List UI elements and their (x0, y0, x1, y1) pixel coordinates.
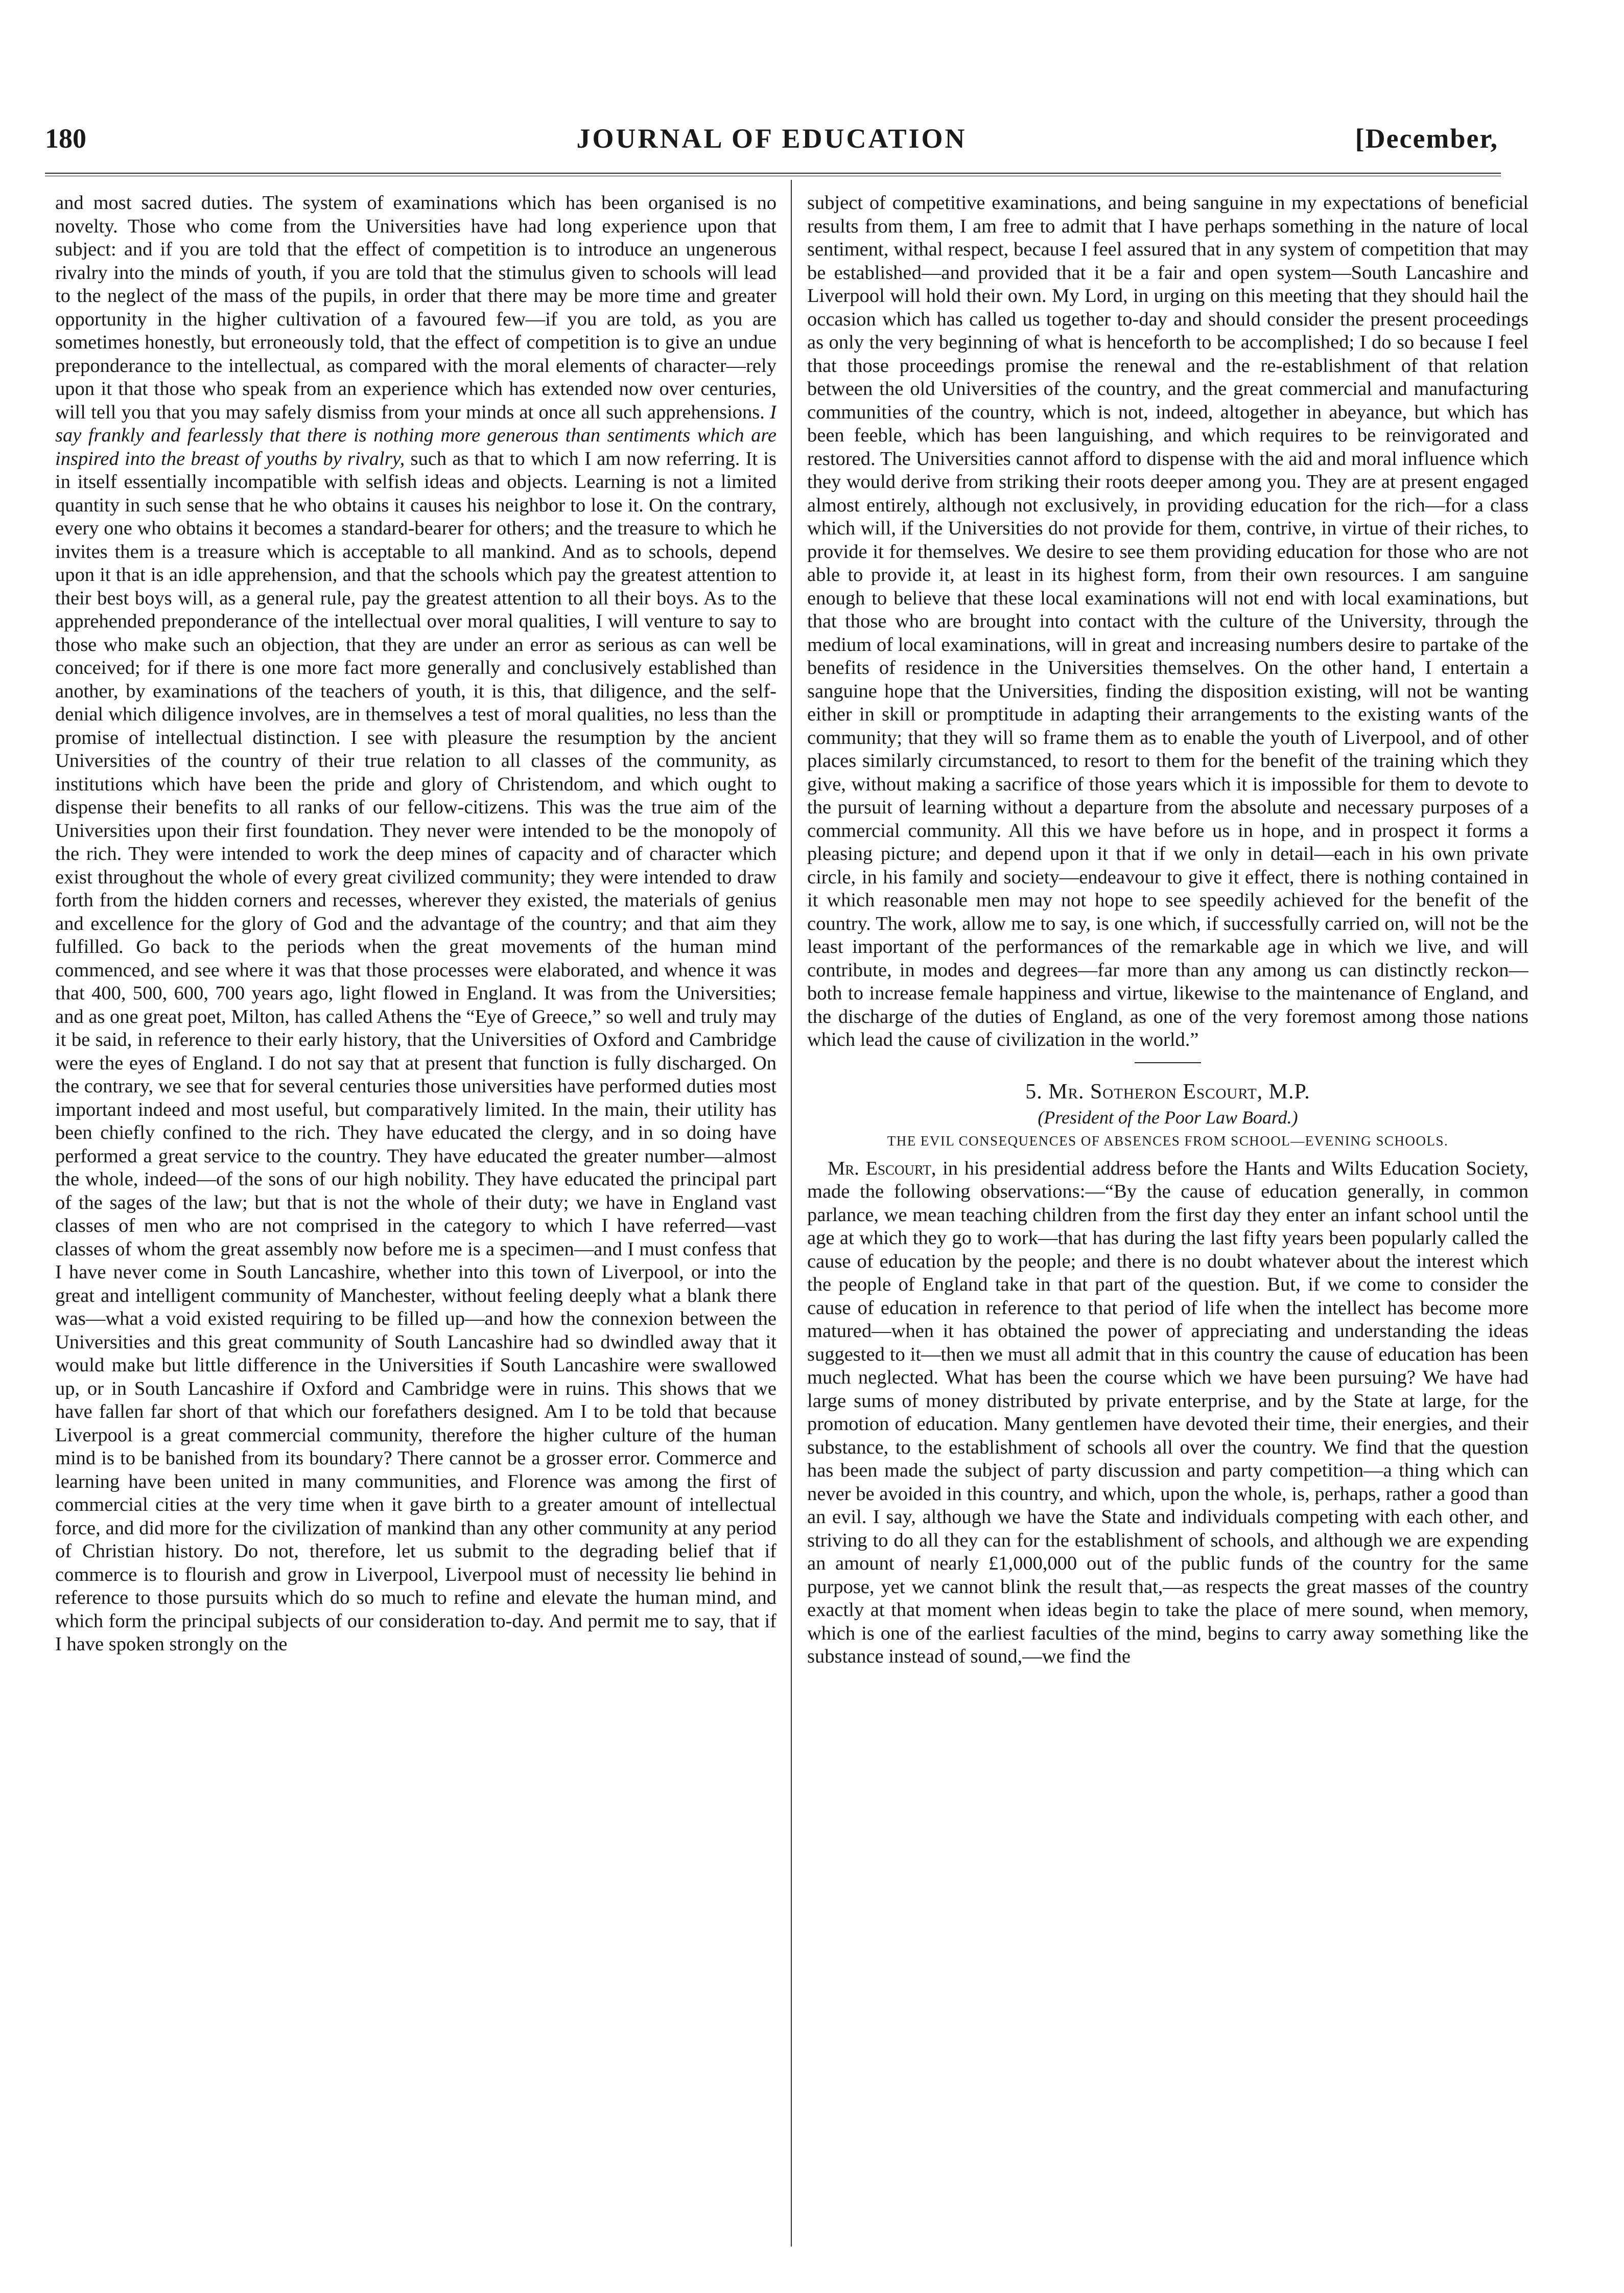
paragraph-text-continued: such as that to which I am now referring. It is in itself essentially incompatible with selfish ideas and objects. Learning is not a limited quantity in such sense that he who obtains it causes his neighbor to lose it. On the contrary, every one who obtains it becomes a standard-bearer for others; and the treasure to which he invites them is a treasure which is acceptable to all mankind. And as to schools, depend upon it that is an idle apprehension, and that the schools which pay the greatest attention to their best boys will, as a general rule, pay the greatest attention to all their boys. As to the apprehended preponderance of the intellectual over moral qualities, I will venture to say to those who make such an objection, that they are under an error as serious as can well be conceived; for if there is one more fact more generally and conclusively established than another, by examinations of the teachers of youth, it is this, that diligence, and the self-denial which diligence involves, are in themselves a test of moral qualities, no less than the promise of intellectual distinction. I see with pleasure the resumption by the ancient Universities of the country of their true relation to all classes of the community, as institutions which have been the pride and glory of Christendom, and which ought to dispense their benefits to all ranks of our fellow-citizens. This was the true aim of the Universities upon their first foundation. They never were intended to be the monopoly of the rich. They were intended to work the deep mines of capacity and of character which exist throughout the whole of every great civilized community; they were intended to draw forth from the hidden corners and recesses, wherever they existed, the materials of genius and excellence for the glory of God and the advantage of the country; and that aim they fulfilled. Go back to the periods when the great movements of the human mind commenced, and see where it was that those processes were elaborated, and whence it was that 400, 500, 600, 700 years ago, light flowed in England. It was from the Universities; and as one great poet, Milton, has called Athens the “Eye of Greece,” so well and truly may it be said, in reference to their early history, that the Universities of Oxford and Cambridge were the eyes of England. I do not say that at present that function is fully discharged. On the contrary, we see that for several centuries those universities have performed duties most important indeed and most useful, but comparatively limited. In the main, their utility has been chiefly confined to the rich. They have educated the clergy, and in so doing have performed a great service to the country. They have educated the greater number—almost the whole, indeed—of the sons of our high nobility. They have educated the principal part of the sages of the law; but that is not the whole of their duty; we have in England vast classes of men who are not comprised in the category to which I have referred—vast classes of whom the great assembly now before me is a specimen—and I must confess that I have never come in South Lancashire, whether into this town of Liverpool, or into the great and intelligent community of Manchester, without feeling deeply what a blank there was—what a void existed requiring to be filled up—and how the connexion between the Universities and this great community of South Lancashire had so dwindled away that it would make but little difference in the Universities if South Lancashire were swallowed up, or in South Lancashire if Oxford and Cambridge were in ruins. This shows that we have fallen far short of that which our forefathers designed. Am I to be told that because Liverpool is a great commercial community, therefore the higher culture of the human mind is to be banished from its boundary? There cannot be a grosser error. Commerce and learning have been united in many communities, and Florence was among the first of commercial cities at the very time when it gave birth to a greater amount of intellectual force, and did more for the civilization of mankind than any other community at any period of Christian history. Do not, therefore, let us submit to the degrading belief that if commerce is to flourish and grow in Liverpool, Liverpool must of necessity lie behind in reference to those pursuits which do so much to refine and elevate the human mind, and which form the principal subjects of our consideration to-day. And permit me to say, that if I have spoken strongly on the (55, 448, 776, 1655)
body-paragraph (55, 192, 776, 1656)
italic-passage: I say frankly and fearlessly that there is nothing more generous than sentiments which are inspired into the breast of youths by rivalry, (55, 401, 776, 470)
speaker-name: Mr. Escourt, (828, 1157, 936, 1179)
section-number: 5. (1025, 1080, 1043, 1104)
header-rule (45, 173, 1501, 174)
body-paragraph: subject of competitive examinations, and being sanguine in my expectations of beneficial results from them, I am free to admit that I have perhaps something in the nature of local sentiment, withal respect, because I feel assured that in any system of competition that may be established—and provided that it be a fair and open system—South Lancashire and Liverpool will hold their own. My Lord, in urging on this meeting that they should hail the occasion which has called us together to-day and should consider the present proceedings as only the very beginning of what is henceforth to be accomplished; I do so because I feel that those proceedings promise the renewal and the re-establishment of that relation between the old Universities of the country, and the great commercial and manufacturing communities of the country, which is not, indeed, altogether in abeyance, but which has been feeble, which has been languishing, and which requires to be reinvigorated and restored. The Universities cannot afford to dispense with the aid and moral influence which they would derive from striking their roots deeper among you. They are at present engaged almost entirely, although not exclusively, in providing education for the rich—for a class which will, if the Universities do not provide for them, contrive, in virtue of their riches, to provide it for themselves. We desire to see them providing education for those who are not able to provide it, at least in its highest form, from their own resources. I am sanguine enough to believe that these local examinations will not end with local examinations, but that those who are brought into contact with the culture of the University, through the medium of local examinations, will in great and increasing numbers desire to partake of the benefits of residence in the Universities themselves. On the other hand, I entertain a sanguine hope that the Universities, finding the disposition existing, will not be wanting either in skill or promptitude in adapting their arrangements to the existing wants of the community; that they will so frame them as to enable the youth of Liverpool, and of other places similarly circumstanced, to resort to them for the benefit of the training which they give, without making a sacrifice of those years which it is impossible for them to devote to the pursuit of learning without a departure from the absolute and necessary purposes of a commercial community. All this we have before us in hope, and in prospect it forms a pleasing picture; and depend upon it that if we only in detail—each in his own private circle, in his family and society—endeavour to give it effect, there is nothing contained in it which reasonable men may not hope to see speedily achieved for the benefit of the country. The work, allow me to say, is one which, if successfully carried on, will not be the least important of the performances of the remarkable age in which we live, and will contribute, in modes and degrees—far more than any among us can distinctly reckon—both to increase female happiness and virtue, likewise to the maintenance of England, and the discharge of the duties of England, as one of the very foremost among those nations which lead the cause of civilization in the world.” (807, 192, 1528, 1050)
page-number: 180 (45, 123, 86, 154)
section-topic: THE EVIL CONSEQUENCES OF ABSENCES FROM SCHOOL—EVENING SCHOOLS. (887, 1133, 1449, 1149)
running-head (45, 123, 1498, 169)
paragraph-text: in his presidential address before the Hants and Wilts Education Society, made the following observations:—“By the cause of education generally, in common parlance, we mean teaching children from the first day they enter an infant school until the age at which they go to work—that has during the last fifty years been popularly called the cause of education by the people; and there is no doubt whatever about the interest which the people of England take in that part of the question. But, if we come to consider the cause of education in reference to that period of life when the intellect has become more matured—when it has obtained the power of appreciating and understanding the ideas suggested to it—then we must all admit that in this country the cause of education has been much neglected. What has been the course which we have been pursuing? We have had large sums of money distributed by private enterprise, and by the State at large, for the promotion of education. Many gentlemen have devoted their time, their energies, and their substance, to the establishment of schools all over the country. We find that the question has been made the subject of party discussion and party competition—a thing which can never be avoided in this country, and which, upon the whole, is, perhaps, rather a good than an evil. I say, although we have the State and individuals competing with each other, and striving to do all they can for the establishment of schools, and although we are expending an amount of nearly £1,000,000 out of the public funds of the country for the same purpose, yet we cannot blink the result that,—as respects the great masses of the country exactly at that moment when ideas begin to take the place of mere sound, when memory, which is one of the earliest faculties of the mind, begins to carry away something like the substance instead of sound,—we find the (807, 1157, 1528, 1667)
body-paragraph (807, 1157, 1528, 1669)
right-column (807, 192, 1528, 2245)
section-rule (1135, 1062, 1201, 1063)
column-divider (791, 180, 792, 2247)
section-heading (807, 1079, 1528, 1105)
paragraph-text: and most sacred duties. The system of examinations which has been organised is no novelty. Those who come from the Universities have had long experience upon that subject: and if you are told that the effect of competition is to introduce an ungenerous rivalry into the minds of youth, if you are told that the stimulus given to schools will lead to the neglect of the mass of the pupils, in order that there may be more time and greater opportunity in the higher cultivation of a favoured few—if you are told, as you are sometimes honestly, but erroneously told, that the effect of competition is to give an undue preponderance to the intellectual, as compared with the moral elements of character—rely upon it that those who speak from an experience which has extended now over centuries, will tell you that you may safely dismiss from your minds at once all such apprehensions. (55, 192, 776, 423)
journal-title: JOURNAL OF EDUCATION (576, 123, 967, 154)
section-name: Mr. Sotheron Escourt, M.P. (1048, 1080, 1310, 1104)
section-subtitle: (President of the Poor Law Board.) (1038, 1107, 1298, 1128)
issue-month: [December, (1355, 123, 1498, 154)
left-column (55, 192, 776, 2245)
